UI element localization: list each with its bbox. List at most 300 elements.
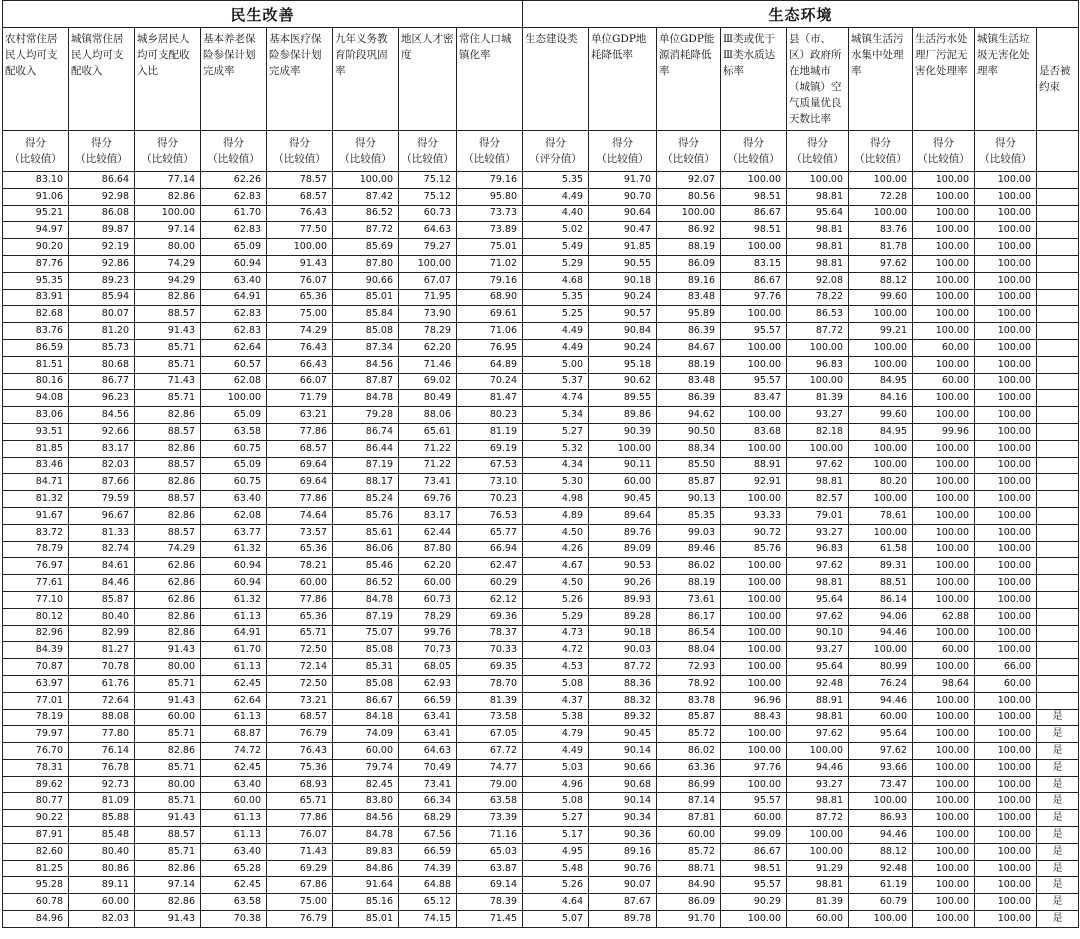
score-cell: 65.28 bbox=[201, 860, 267, 877]
score-cell: 60.00 bbox=[201, 793, 267, 810]
score-cell: 97.76 bbox=[721, 289, 787, 306]
score-type-header bbox=[1037, 131, 1079, 172]
score-cell: 84.67 bbox=[657, 339, 721, 356]
constrained-cell: 是 bbox=[1037, 793, 1079, 810]
score-cell: 93.66 bbox=[849, 759, 913, 776]
score-cell: 78.39 bbox=[457, 894, 523, 911]
score-cell: 100.00 bbox=[849, 911, 913, 928]
score-cell: 98.81 bbox=[787, 188, 849, 205]
score-cell: 4.98 bbox=[523, 491, 589, 508]
score-cell: 94.46 bbox=[849, 827, 913, 844]
score-cell: 79.59 bbox=[69, 491, 135, 508]
group-livelihood: 民生改善 bbox=[3, 1, 523, 28]
score-cell: 90.62 bbox=[589, 373, 657, 390]
score-cell: 77.14 bbox=[135, 172, 201, 189]
score-cell: 98.81 bbox=[787, 222, 849, 239]
score-cell: 5.34 bbox=[523, 407, 589, 424]
score-cell: 65.71 bbox=[267, 625, 333, 642]
score-cell: 68.87 bbox=[201, 726, 267, 743]
score-cell: 87.76 bbox=[3, 255, 69, 272]
score-cell: 89.64 bbox=[589, 507, 657, 524]
score-cell: 81.47 bbox=[457, 390, 523, 407]
indicator-header: 城乡居民人均可支配收入比 bbox=[135, 28, 201, 131]
score-cell: 69.29 bbox=[267, 860, 333, 877]
score-cell: 62.93 bbox=[399, 675, 457, 692]
score-cell: 5.37 bbox=[523, 373, 589, 390]
score-cell: 100.00 bbox=[913, 827, 975, 844]
score-cell: 60.57 bbox=[201, 356, 267, 373]
score-cell: 62.83 bbox=[201, 188, 267, 205]
constrained-cell bbox=[1037, 659, 1079, 676]
score-cell: 94.46 bbox=[849, 625, 913, 642]
score-cell: 92.07 bbox=[657, 172, 721, 189]
score-cell: 90.14 bbox=[589, 743, 657, 760]
score-cell: 63.40 bbox=[201, 843, 267, 860]
table-row bbox=[3, 709, 1079, 726]
score-cell: 80.40 bbox=[69, 608, 135, 625]
score-cell: 62.08 bbox=[201, 507, 267, 524]
score-cell: 75.01 bbox=[457, 239, 523, 256]
score-cell: 81.51 bbox=[3, 356, 69, 373]
score-cell: 84.71 bbox=[3, 474, 69, 491]
score-cell: 82.86 bbox=[135, 188, 201, 205]
score-cell: 89.87 bbox=[69, 222, 135, 239]
constrained-cell: 是 bbox=[1037, 911, 1079, 928]
score-cell: 61.70 bbox=[201, 642, 267, 659]
table-row bbox=[3, 877, 1079, 894]
score-cell: 89.31 bbox=[849, 558, 913, 575]
score-cell: 62.44 bbox=[399, 524, 457, 541]
score-cell: 100.00 bbox=[975, 541, 1037, 558]
score-cell: 100.00 bbox=[913, 793, 975, 810]
score-cell: 60.00 bbox=[913, 339, 975, 356]
score-cell: 83.10 bbox=[3, 172, 69, 189]
score-cell: 80.07 bbox=[69, 306, 135, 323]
score-cell: 65.09 bbox=[201, 407, 267, 424]
score-cell: 85.71 bbox=[135, 759, 201, 776]
constrained-cell bbox=[1037, 390, 1079, 407]
score-cell: 78.70 bbox=[457, 675, 523, 692]
score-cell: 4.49 bbox=[523, 339, 589, 356]
score-cell: 80.77 bbox=[3, 793, 69, 810]
score-cell: 68.93 bbox=[267, 776, 333, 793]
score-cell: 74.77 bbox=[457, 759, 523, 776]
score-cell: 100.00 bbox=[975, 524, 1037, 541]
score-cell: 79.97 bbox=[3, 726, 69, 743]
score-cell: 82.74 bbox=[69, 541, 135, 558]
score-type-header: 得分 （比较值） bbox=[457, 131, 523, 172]
score-cell: 75.36 bbox=[267, 759, 333, 776]
score-cell: 91.43 bbox=[135, 810, 201, 827]
score-cell: 100.00 bbox=[975, 172, 1037, 189]
score-cell: 100.00 bbox=[849, 339, 913, 356]
score-cell: 60.75 bbox=[201, 474, 267, 491]
score-cell: 83.15 bbox=[721, 255, 787, 272]
indicator-header: 常住人口城镇化率 bbox=[457, 28, 523, 131]
table-row bbox=[3, 524, 1079, 541]
score-cell: 90.18 bbox=[589, 625, 657, 642]
score-cell: 85.94 bbox=[69, 289, 135, 306]
score-cell: 89.93 bbox=[589, 591, 657, 608]
score-cell: 100.00 bbox=[787, 843, 849, 860]
score-cell: 90.24 bbox=[589, 289, 657, 306]
constrained-cell bbox=[1037, 289, 1079, 306]
score-cell: 90.34 bbox=[589, 810, 657, 827]
score-cell: 72.14 bbox=[267, 659, 333, 676]
score-cell: 80.00 bbox=[135, 239, 201, 256]
score-cell: 90.26 bbox=[589, 575, 657, 592]
score-cell: 75.00 bbox=[267, 894, 333, 911]
score-cell: 89.46 bbox=[657, 541, 721, 558]
score-cell: 100.00 bbox=[975, 625, 1037, 642]
score-cell: 92.73 bbox=[69, 776, 135, 793]
score-cell: 87.42 bbox=[333, 188, 399, 205]
score-cell: 100.00 bbox=[913, 558, 975, 575]
score-cell: 92.98 bbox=[69, 188, 135, 205]
score-cell: 61.13 bbox=[201, 608, 267, 625]
score-cell: 88.51 bbox=[849, 575, 913, 592]
score-cell: 79.16 bbox=[457, 272, 523, 289]
score-cell: 80.49 bbox=[399, 390, 457, 407]
constrained-cell: 是 bbox=[1037, 709, 1079, 726]
score-cell: 96.96 bbox=[721, 692, 787, 709]
score-cell: 66.00 bbox=[975, 659, 1037, 676]
score-cell: 85.69 bbox=[333, 239, 399, 256]
score-cell: 89.11 bbox=[69, 877, 135, 894]
score-cell: 76.07 bbox=[267, 827, 333, 844]
score-cell: 100.00 bbox=[975, 407, 1037, 424]
score-cell: 78.57 bbox=[267, 172, 333, 189]
score-cell: 90.39 bbox=[589, 423, 657, 440]
score-cell: 88.12 bbox=[849, 843, 913, 860]
score-cell: 100.00 bbox=[975, 323, 1037, 340]
score-cell: 82.86 bbox=[135, 289, 201, 306]
score-cell: 69.02 bbox=[399, 373, 457, 390]
score-cell: 5.08 bbox=[523, 793, 589, 810]
score-cell: 90.36 bbox=[589, 827, 657, 844]
score-cell: 100.00 bbox=[913, 172, 975, 189]
score-cell: 5.02 bbox=[523, 222, 589, 239]
score-cell: 78.79 bbox=[3, 541, 69, 558]
score-cell: 62.83 bbox=[201, 323, 267, 340]
score-cell: 85.72 bbox=[657, 726, 721, 743]
indicator-header: 九年义务教育阶段巩固率 bbox=[333, 28, 399, 131]
score-cell: 64.91 bbox=[201, 625, 267, 642]
score-cell: 100.00 bbox=[975, 222, 1037, 239]
table-row bbox=[3, 541, 1079, 558]
score-cell: 85.31 bbox=[333, 659, 399, 676]
score-cell: 100.00 bbox=[721, 172, 787, 189]
score-cell: 98.81 bbox=[787, 575, 849, 592]
constrained-cell bbox=[1037, 188, 1079, 205]
score-cell: 87.91 bbox=[3, 827, 69, 844]
score-cell: 100.00 bbox=[975, 827, 1037, 844]
score-cell: 76.79 bbox=[267, 911, 333, 928]
score-cell: 60.00 bbox=[69, 894, 135, 911]
score-cell: 100.00 bbox=[721, 239, 787, 256]
score-cell: 79.74 bbox=[333, 759, 399, 776]
score-cell: 77.86 bbox=[267, 423, 333, 440]
score-cell: 84.78 bbox=[333, 390, 399, 407]
score-cell: 100.00 bbox=[913, 860, 975, 877]
score-type-header: 得分 （比较值） bbox=[135, 131, 201, 172]
table-row bbox=[3, 692, 1079, 709]
score-cell: 66.59 bbox=[399, 843, 457, 860]
score-cell: 60.00 bbox=[787, 911, 849, 928]
score-cell: 61.13 bbox=[201, 810, 267, 827]
score-cell: 98.64 bbox=[913, 675, 975, 692]
score-cell: 73.21 bbox=[267, 692, 333, 709]
score-cell: 82.99 bbox=[69, 625, 135, 642]
score-cell: 62.45 bbox=[201, 877, 267, 894]
score-cell: 91.29 bbox=[787, 860, 849, 877]
table-row bbox=[3, 743, 1079, 760]
score-cell: 100.00 bbox=[913, 810, 975, 827]
score-cell: 4.37 bbox=[523, 692, 589, 709]
score-cell: 84.95 bbox=[849, 423, 913, 440]
constrained-cell bbox=[1037, 440, 1079, 457]
score-cell: 100.00 bbox=[721, 407, 787, 424]
score-cell: 100.00 bbox=[913, 255, 975, 272]
score-cell: 77.86 bbox=[267, 491, 333, 508]
indicator-header: 单位GDP能源消耗降低率 bbox=[657, 28, 721, 131]
score-cell: 5.30 bbox=[523, 474, 589, 491]
table-row bbox=[3, 843, 1079, 860]
score-cell: 88.17 bbox=[333, 474, 399, 491]
score-cell: 60.78 bbox=[3, 894, 69, 911]
score-cell: 100.00 bbox=[849, 457, 913, 474]
constrained-cell bbox=[1037, 205, 1079, 222]
score-cell: 72.93 bbox=[657, 659, 721, 676]
score-cell: 86.93 bbox=[849, 810, 913, 827]
score-cell: 100.00 bbox=[975, 894, 1037, 911]
score-cell: 5.07 bbox=[523, 911, 589, 928]
score-cell: 91.43 bbox=[135, 642, 201, 659]
score-cell: 90.66 bbox=[589, 759, 657, 776]
score-cell: 60.00 bbox=[333, 743, 399, 760]
table-row bbox=[3, 575, 1079, 592]
score-cell: 61.32 bbox=[201, 541, 267, 558]
table-row bbox=[3, 911, 1079, 928]
score-cell: 96.67 bbox=[69, 507, 135, 524]
score-cell: 85.87 bbox=[657, 474, 721, 491]
score-cell: 95.89 bbox=[657, 306, 721, 323]
constrained-cell bbox=[1037, 222, 1079, 239]
score-cell: 100.00 bbox=[913, 692, 975, 709]
score-cell: 68.90 bbox=[457, 289, 523, 306]
table-row bbox=[3, 339, 1079, 356]
score-cell: 4.67 bbox=[523, 558, 589, 575]
score-cell: 100.00 bbox=[975, 877, 1037, 894]
score-cell: 90.18 bbox=[589, 272, 657, 289]
table-row bbox=[3, 558, 1079, 575]
score-cell: 100.00 bbox=[913, 743, 975, 760]
score-cell: 78.29 bbox=[399, 323, 457, 340]
score-cell: 88.43 bbox=[721, 709, 787, 726]
score-cell: 90.47 bbox=[589, 222, 657, 239]
indicator-header: 单位GDP地耗降低率 bbox=[589, 28, 657, 131]
score-cell: 69.64 bbox=[267, 457, 333, 474]
score-cell: 82.86 bbox=[135, 860, 201, 877]
indicator-header: Ⅲ类或优于Ⅲ类水质达标率 bbox=[721, 28, 787, 131]
score-cell: 73.89 bbox=[457, 222, 523, 239]
header-constrained: 是否被约束 bbox=[1037, 28, 1079, 131]
score-type-header: 得分 （比较值） bbox=[975, 131, 1037, 172]
score-cell: 92.48 bbox=[787, 675, 849, 692]
score-cell: 85.71 bbox=[135, 356, 201, 373]
score-cell: 65.36 bbox=[267, 608, 333, 625]
score-cell: 64.63 bbox=[399, 222, 457, 239]
score-cell: 62.64 bbox=[201, 339, 267, 356]
score-cell: 84.18 bbox=[333, 709, 399, 726]
score-cell: 63.58 bbox=[201, 423, 267, 440]
score-cell: 100.00 bbox=[849, 356, 913, 373]
score-cell: 88.57 bbox=[135, 306, 201, 323]
constrained-cell: 是 bbox=[1037, 877, 1079, 894]
score-cell: 85.73 bbox=[69, 339, 135, 356]
score-cell: 95.64 bbox=[787, 659, 849, 676]
score-cell: 100.00 bbox=[975, 575, 1037, 592]
score-cell: 73.41 bbox=[399, 474, 457, 491]
score-cell: 67.53 bbox=[457, 457, 523, 474]
score-cell: 100.00 bbox=[913, 524, 975, 541]
score-cell: 88.08 bbox=[69, 709, 135, 726]
score-cell: 71.43 bbox=[135, 373, 201, 390]
score-cell: 78.61 bbox=[849, 507, 913, 524]
score-cell: 86.67 bbox=[721, 843, 787, 860]
score-cell: 77.80 bbox=[69, 726, 135, 743]
score-cell: 100.00 bbox=[849, 440, 913, 457]
score-cell: 72.50 bbox=[267, 642, 333, 659]
score-cell: 100.00 bbox=[787, 827, 849, 844]
score-cell: 99.60 bbox=[849, 289, 913, 306]
score-cell: 85.87 bbox=[69, 591, 135, 608]
table-row bbox=[3, 390, 1079, 407]
score-cell: 100.00 bbox=[975, 289, 1037, 306]
score-cell: 100.00 bbox=[913, 591, 975, 608]
score-cell: 65.09 bbox=[201, 239, 267, 256]
score-cell: 65.12 bbox=[399, 894, 457, 911]
score-cell: 83.76 bbox=[849, 222, 913, 239]
score-cell: 71.16 bbox=[457, 827, 523, 844]
score-cell: 76.07 bbox=[267, 272, 333, 289]
table-row bbox=[3, 423, 1079, 440]
score-cell: 78.19 bbox=[3, 709, 69, 726]
table-row bbox=[3, 205, 1079, 222]
score-cell: 93.27 bbox=[787, 642, 849, 659]
score-cell: 87.19 bbox=[333, 608, 399, 625]
score-cell: 96.83 bbox=[787, 541, 849, 558]
score-cell: 61.32 bbox=[201, 591, 267, 608]
indicator-header-row bbox=[3, 28, 1079, 131]
score-cell: 85.08 bbox=[333, 323, 399, 340]
score-cell: 100.00 bbox=[721, 356, 787, 373]
score-cell: 69.35 bbox=[457, 659, 523, 676]
score-cell: 5.29 bbox=[523, 608, 589, 625]
score-cell: 61.58 bbox=[849, 541, 913, 558]
score-cell: 82.57 bbox=[787, 491, 849, 508]
score-cell: 5.49 bbox=[523, 239, 589, 256]
score-cell: 100.00 bbox=[913, 491, 975, 508]
score-cell: 97.62 bbox=[787, 457, 849, 474]
score-cell: 100.00 bbox=[975, 726, 1037, 743]
score-cell: 100.00 bbox=[913, 323, 975, 340]
score-cell: 84.56 bbox=[69, 407, 135, 424]
score-cell: 88.12 bbox=[849, 272, 913, 289]
score-cell: 89.86 bbox=[589, 407, 657, 424]
score-cell: 100.00 bbox=[913, 289, 975, 306]
score-cell: 4.40 bbox=[523, 205, 589, 222]
score-cell: 100.00 bbox=[913, 457, 975, 474]
score-cell: 88.19 bbox=[657, 356, 721, 373]
indicator-header: 生活污水处理厂污泥无害化处理率 bbox=[913, 28, 975, 131]
score-type-header: 得分 （比较值） bbox=[3, 131, 69, 172]
score-cell: 100.00 bbox=[975, 339, 1037, 356]
score-type-header: 得分 （比较值） bbox=[787, 131, 849, 172]
score-cell: 82.86 bbox=[135, 407, 201, 424]
score-cell: 77.86 bbox=[267, 810, 333, 827]
score-cell: 83.68 bbox=[721, 423, 787, 440]
score-cell: 70.38 bbox=[201, 911, 267, 928]
score-cell: 71.06 bbox=[457, 323, 523, 340]
score-cell: 90.45 bbox=[589, 491, 657, 508]
score-cell: 70.87 bbox=[3, 659, 69, 676]
score-cell: 62.83 bbox=[201, 306, 267, 323]
score-cell: 90.22 bbox=[3, 810, 69, 827]
table-row bbox=[3, 373, 1079, 390]
score-cell: 100.00 bbox=[975, 255, 1037, 272]
indicator-header: 生态建设类 bbox=[523, 28, 589, 131]
score-cell: 76.79 bbox=[267, 726, 333, 743]
score-cell: 82.03 bbox=[69, 911, 135, 928]
score-cell: 98.81 bbox=[787, 239, 849, 256]
score-cell: 100.00 bbox=[201, 390, 267, 407]
score-cell: 84.56 bbox=[333, 356, 399, 373]
score-cell: 83.46 bbox=[3, 457, 69, 474]
score-cell: 70.33 bbox=[457, 642, 523, 659]
score-cell: 100.00 bbox=[913, 407, 975, 424]
table-row bbox=[3, 759, 1079, 776]
score-cell: 78.31 bbox=[3, 759, 69, 776]
score-cell: 97.62 bbox=[787, 558, 849, 575]
score-cell: 64.63 bbox=[399, 743, 457, 760]
score-cell: 100.00 bbox=[657, 205, 721, 222]
score-cell: 60.73 bbox=[399, 205, 457, 222]
score-cell: 67.56 bbox=[399, 827, 457, 844]
score-cell: 100.00 bbox=[721, 625, 787, 642]
score-cell: 90.07 bbox=[589, 877, 657, 894]
score-cell: 87.81 bbox=[657, 810, 721, 827]
score-cell: 65.36 bbox=[267, 541, 333, 558]
table-row bbox=[3, 356, 1079, 373]
score-cell: 100.00 bbox=[913, 709, 975, 726]
score-cell: 100.00 bbox=[787, 743, 849, 760]
score-cell: 4.49 bbox=[523, 743, 589, 760]
score-cell: 86.92 bbox=[657, 222, 721, 239]
table-row bbox=[3, 272, 1079, 289]
score-cell: 87.87 bbox=[333, 373, 399, 390]
score-cell: 60.00 bbox=[849, 709, 913, 726]
score-cell: 82.86 bbox=[135, 743, 201, 760]
group-header-row bbox=[3, 1, 1079, 28]
score-cell: 73.61 bbox=[657, 591, 721, 608]
score-cell: 91.70 bbox=[589, 172, 657, 189]
score-cell: 82.86 bbox=[135, 440, 201, 457]
score-cell: 90.70 bbox=[589, 188, 657, 205]
score-cell: 85.76 bbox=[333, 507, 399, 524]
score-cell: 91.06 bbox=[3, 188, 69, 205]
score-cell: 62.08 bbox=[201, 373, 267, 390]
